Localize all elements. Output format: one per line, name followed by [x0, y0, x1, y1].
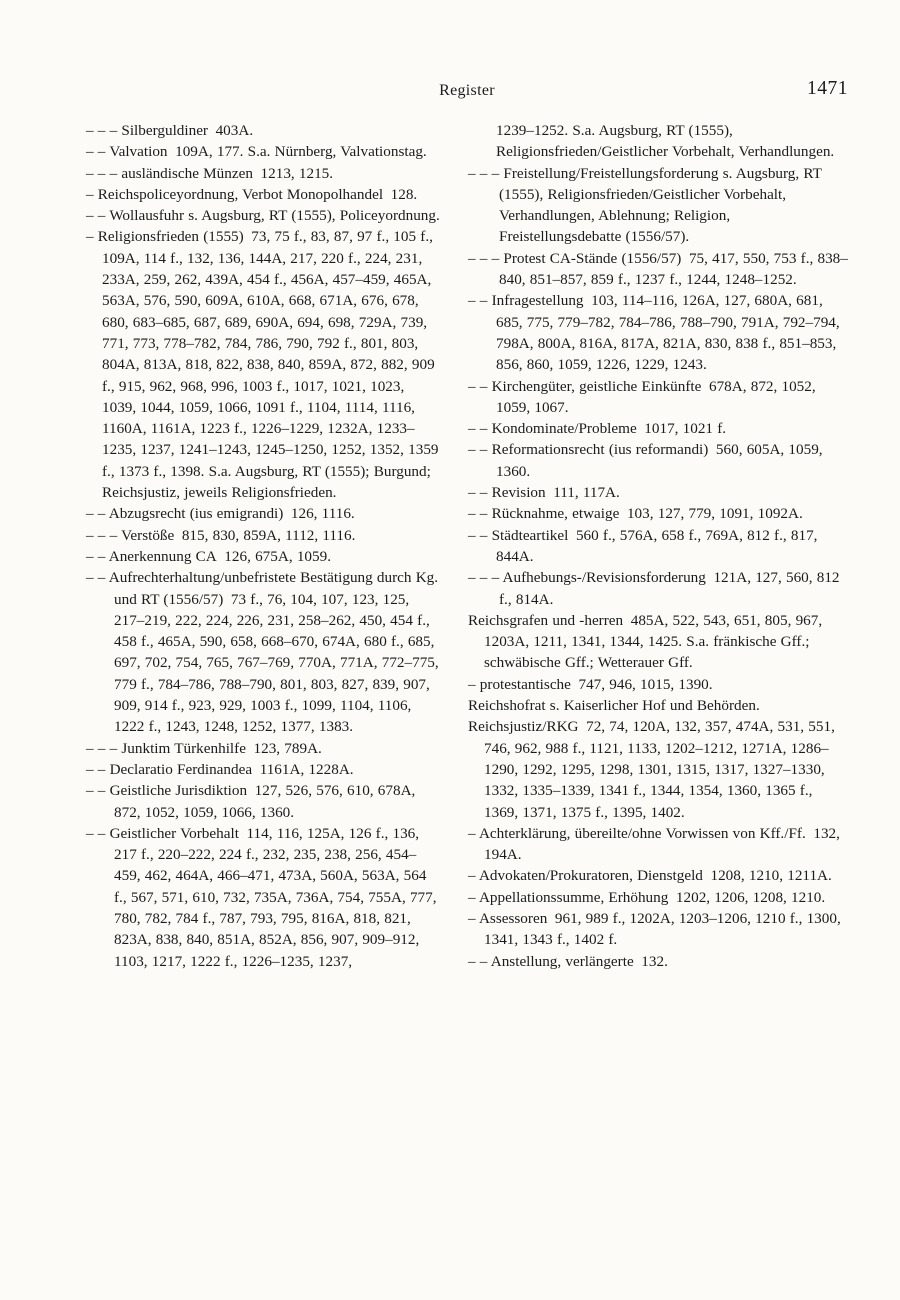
right-column — [468, 120, 848, 972]
entry-level-dashes: – – — [86, 782, 110, 800]
index-entry — [468, 674, 848, 695]
index-entry — [86, 503, 442, 524]
index-entry — [468, 951, 848, 972]
entry-level-dashes: – – – — [86, 122, 122, 139]
entry-level-dashes: – – – — [86, 164, 122, 182]
entry-text: Abzugsrecht (ius emigrandi) 126, 1116. — [108, 505, 355, 523]
index-entry — [468, 610, 848, 674]
entry-text: protestantische 747, 946, 1015, 1390. — [479, 675, 713, 693]
entry-text: Aufrechterhaltung/unbefristete Bestätigung durch Kg. und RT (1556/57) 73 f., 76, 104, 107, 123, 125, 217–219, 222, 224, 226, 231, 258–262, 450, 454 f., 458 f., 465A, 590, 658, 668–670, 674A, 680 f., 685, 697, 702, 754, 765, 767–769, 770A, 771A, 772–775, 779 f., 784–786, 788–790, 801, 803, 827, 839, 907, 909, 914 f., 923, 929, 1003 f., 1099, 1104, 1106, 1222 f., 1243, 1248, 1252, 1377, 1383. — [108, 569, 439, 736]
entry-level-dashes: – – – — [86, 526, 122, 544]
index-entry — [86, 567, 442, 737]
entry-text: Reichshofrat s. Kaiserlicher Hof und Behörden. — [468, 697, 760, 715]
entry-text: Valvation 109A, 177. S.a. Nürnberg, Valvationstag. — [109, 143, 427, 161]
entry-level-dashes: – – — [468, 952, 491, 970]
entry-text: Anstellung, verlängerte 132. — [490, 952, 668, 970]
entry-level-dashes: – — [468, 675, 480, 693]
entry-text: Declaratio Ferdinandea 1161A, 1228A. — [109, 760, 354, 778]
entry-level-dashes: – – — [86, 207, 110, 225]
entry-level-dashes: – – — [86, 505, 109, 523]
entry-level-dashes: – – — [468, 292, 492, 310]
index-entry — [468, 248, 848, 291]
entry-text: Infragestellung 103, 114–116, 126A, 127, 680A, 681, 685, 775, 779–782, 784–786, 788–790, 791A, 792–794, 798A, 800A, 816A, 817A, 821A, 830, 838 f., 851–853, 856, 860, 1059, 1226, 1229, 1243. — [491, 292, 840, 374]
entry-text: Anerkennung CA 126, 675A, 1059. — [108, 547, 331, 565]
entry-level-dashes: – — [468, 867, 479, 885]
index-entry — [468, 525, 848, 568]
entry-level-dashes: – – — [468, 526, 492, 544]
entry-text: ausländische Münzen 1213, 1215. — [121, 164, 334, 182]
index-entry — [468, 418, 848, 439]
entry-level-dashes: – — [86, 185, 98, 203]
index-entry — [86, 120, 442, 141]
index-entry — [468, 695, 848, 716]
index-entry — [86, 163, 442, 184]
index-entry — [468, 163, 848, 248]
entry-text: Rücknahme, etwaige 103, 127, 779, 1091, 1092A. — [491, 505, 803, 523]
entry-level-dashes: – – – — [468, 249, 504, 267]
running-head: Register — [439, 82, 495, 99]
entry-text: Appellationssumme, Erhöhung 1202, 1206, 1208, 1210. — [478, 888, 826, 906]
entry-text: Aufhebungs-/Revisionsforderung 121A, 127, 560, 812 f., 814A. — [499, 569, 840, 608]
index-entry — [468, 290, 848, 375]
entry-text: Kirchengüter, geistliche Einkünfte 678A, 872, 1052, 1059, 1067. — [491, 377, 816, 416]
entry-text: Advokaten/Prokuratoren, Dienstgeld 1208, 1210, 1211A. — [478, 867, 832, 885]
entry-text: Reichspoliceyordnung, Verbot Monopolhandel 128. — [97, 185, 418, 203]
entry-text: Reichsjustiz/RKG 72, 74, 120A, 132, 357, 474A, 531, 551, 746, 962, 988 f., 1121, 1133, 1202–1212, 1271A, 1286–1290, 1292, 1295, 1298, 1301, 1315, 1317, 1327–1330, 1332, 1335–1339, 1341 f., 1344, 1354, 1360, 1365 f., 1369, 1371, 1375 f., 1395, 1402. — [468, 718, 835, 821]
entry-text: Städteartikel 560 f., 576A, 658 f., 769A, 812 f., 817, 844A. — [491, 526, 818, 565]
entry-text: Reformationsrecht (ius reformandi) 560, 605A, 1059, 1360. — [491, 441, 823, 480]
entry-level-dashes: – – — [86, 547, 109, 565]
entry-level-dashes: – – — [86, 143, 110, 161]
index-entry — [468, 439, 848, 482]
entry-level-dashes: – — [468, 824, 479, 842]
entry-text: Revision 111, 117A. — [491, 484, 620, 502]
index-entry — [86, 546, 442, 567]
index-entry — [86, 823, 442, 972]
entry-text: Silberguldiner 403A. — [121, 122, 254, 139]
entry-level-dashes: – – – — [468, 164, 504, 182]
index-entry — [468, 865, 848, 886]
entry-level-dashes: – – – — [86, 739, 122, 757]
entry-level-dashes: – – — [86, 569, 109, 587]
entry-level-dashes: – – — [468, 420, 492, 438]
index-entry — [86, 184, 442, 205]
index-entry — [86, 780, 442, 823]
entry-text: Kondominate/Probleme 1017, 1021 f. — [491, 420, 727, 438]
index-entry — [468, 567, 848, 610]
index-entry — [468, 908, 848, 951]
entry-text: Wollausfuhr s. Augsburg, RT (1555), Policeyordnung. — [109, 207, 440, 225]
entry-text: 1239–1252. S.a. Augsburg, RT (1555), Religionsfrieden/Geistlicher Vorbehalt, Verhandlungen. — [496, 122, 835, 161]
entry-level-dashes: – — [86, 228, 98, 246]
entry-level-dashes: – – — [468, 505, 492, 523]
index-entry — [468, 823, 848, 866]
entry-text: Geistliche Jurisdiktion 127, 526, 576, 610, 678A, 872, 1052, 1059, 1066, 1360. — [109, 782, 416, 821]
index-entry — [86, 226, 442, 503]
page-header — [86, 78, 848, 106]
index-columns — [86, 120, 848, 972]
index-entry — [468, 376, 848, 419]
entry-level-dashes: – – — [468, 484, 492, 502]
entry-level-dashes: – — [468, 909, 479, 927]
index-entry — [86, 759, 442, 780]
index-entry — [468, 482, 848, 503]
index-entry — [86, 738, 442, 759]
entry-text: Achterklärung, übereilte/ohne Vorwissen von Kff./Ff. 132, 194A. — [478, 824, 840, 864]
entry-level-dashes: – – – — [468, 569, 503, 587]
index-entry — [468, 716, 848, 822]
entry-text: Verstöße 815, 830, 859A, 1112, 1116. — [121, 526, 356, 544]
entry-text: Geistlicher Vorbehalt 114, 116, 125A, 126 f., 136, 217 f., 220–222, 224 f., 232, 235, 238, 256, 454–459, 462, 464A, 466–471, 473A, 560A, 563A, 564 f., 567, 571, 610, 732, 735A, 736A, 754, 755A, 777, 780, 782, 784 f., 787, 793, 795, 816A, 818, 821, 823A, 838, 840, 851A, 852A, 856, 907, 909–912, 1103, 1217, 1222 f., 1226–1235, 1237, — [109, 824, 437, 970]
index-entry — [86, 141, 442, 162]
entry-level-dashes: – – — [468, 441, 492, 459]
entry-level-dashes: – — [468, 888, 479, 906]
index-entry — [468, 503, 848, 524]
entry-level-dashes: – – — [468, 377, 492, 395]
left-column — [86, 120, 442, 972]
entry-text: Protest CA-Stände (1556/57) 75, 417, 550, 753 f., 838–840, 851–857, 859 f., 1237 f., 1244, 1248–1252. — [499, 249, 848, 289]
entry-level-dashes: – – — [86, 760, 110, 778]
index-entry — [468, 120, 848, 163]
entry-text: Religionsfrieden (1555) 73, 75 f., 83, 87, 97 f., 105 f., 109A, 114 f., 132, 136, 144A, 217, 220 f., 224, 231, 233A, 259, 262, 439A, 454 f., 456A, 457–459, 465A, 563A, 576, 590, 609A, 610A, 668, 671A, 676, 678, 680, 683–685, 687, 689, 690A, 694, 698, 729A, 739, 771, 773, 778–782, 784, 786, 790, 792 f., 801, 803, 804A, 813A, 818, 822, 838, 840, 859A, 872, 882, 909 f., 915, 962, 968, 996, 1003 f., 1017, 1021, 1023, 1039, 1044, 1059, 1066, 1091 f., 1104, 1114, 1116, 1160A, 1161A, 1223 f., 1226–1229, 1232A, 1233–1235, 1237, 1241–1243, 1245–1250, 1252, 1352, 1359 f., 1373 f., 1398. S.a. Augsburg, RT (1555); Burgund; Reichsjustiz, jeweils Religionsfrieden. — [97, 228, 439, 502]
entry-level-dashes: – – — [86, 824, 110, 842]
entry-text: Junktim Türkenhilfe 123, 789A. — [121, 739, 322, 757]
entry-text: Assessoren 961, 989 f., 1202A, 1203–1206, 1210 f., 1300, 1341, 1343 f., 1402 f. — [478, 909, 841, 949]
entry-text: Freistellung/Freistellungsforderung s. Augsburg, RT (1555), Religionsfrieden/Geistlicher Vorbehalt, Verhandlungen, Ablehnung; Religion, Freistellungsdebatte (1556/57). — [499, 164, 822, 246]
index-entry — [468, 887, 848, 908]
page-number: 1471 — [807, 78, 848, 99]
index-entry — [86, 525, 442, 546]
entry-text: Reichsgrafen und -herren 485A, 522, 543, 651, 805, 967, 1203A, 1211, 1341, 1344, 1425. S.a. fränkische Gff.; schwäbische Gff.; Wetterauer Gff. — [468, 611, 823, 672]
index-entry — [86, 205, 442, 226]
